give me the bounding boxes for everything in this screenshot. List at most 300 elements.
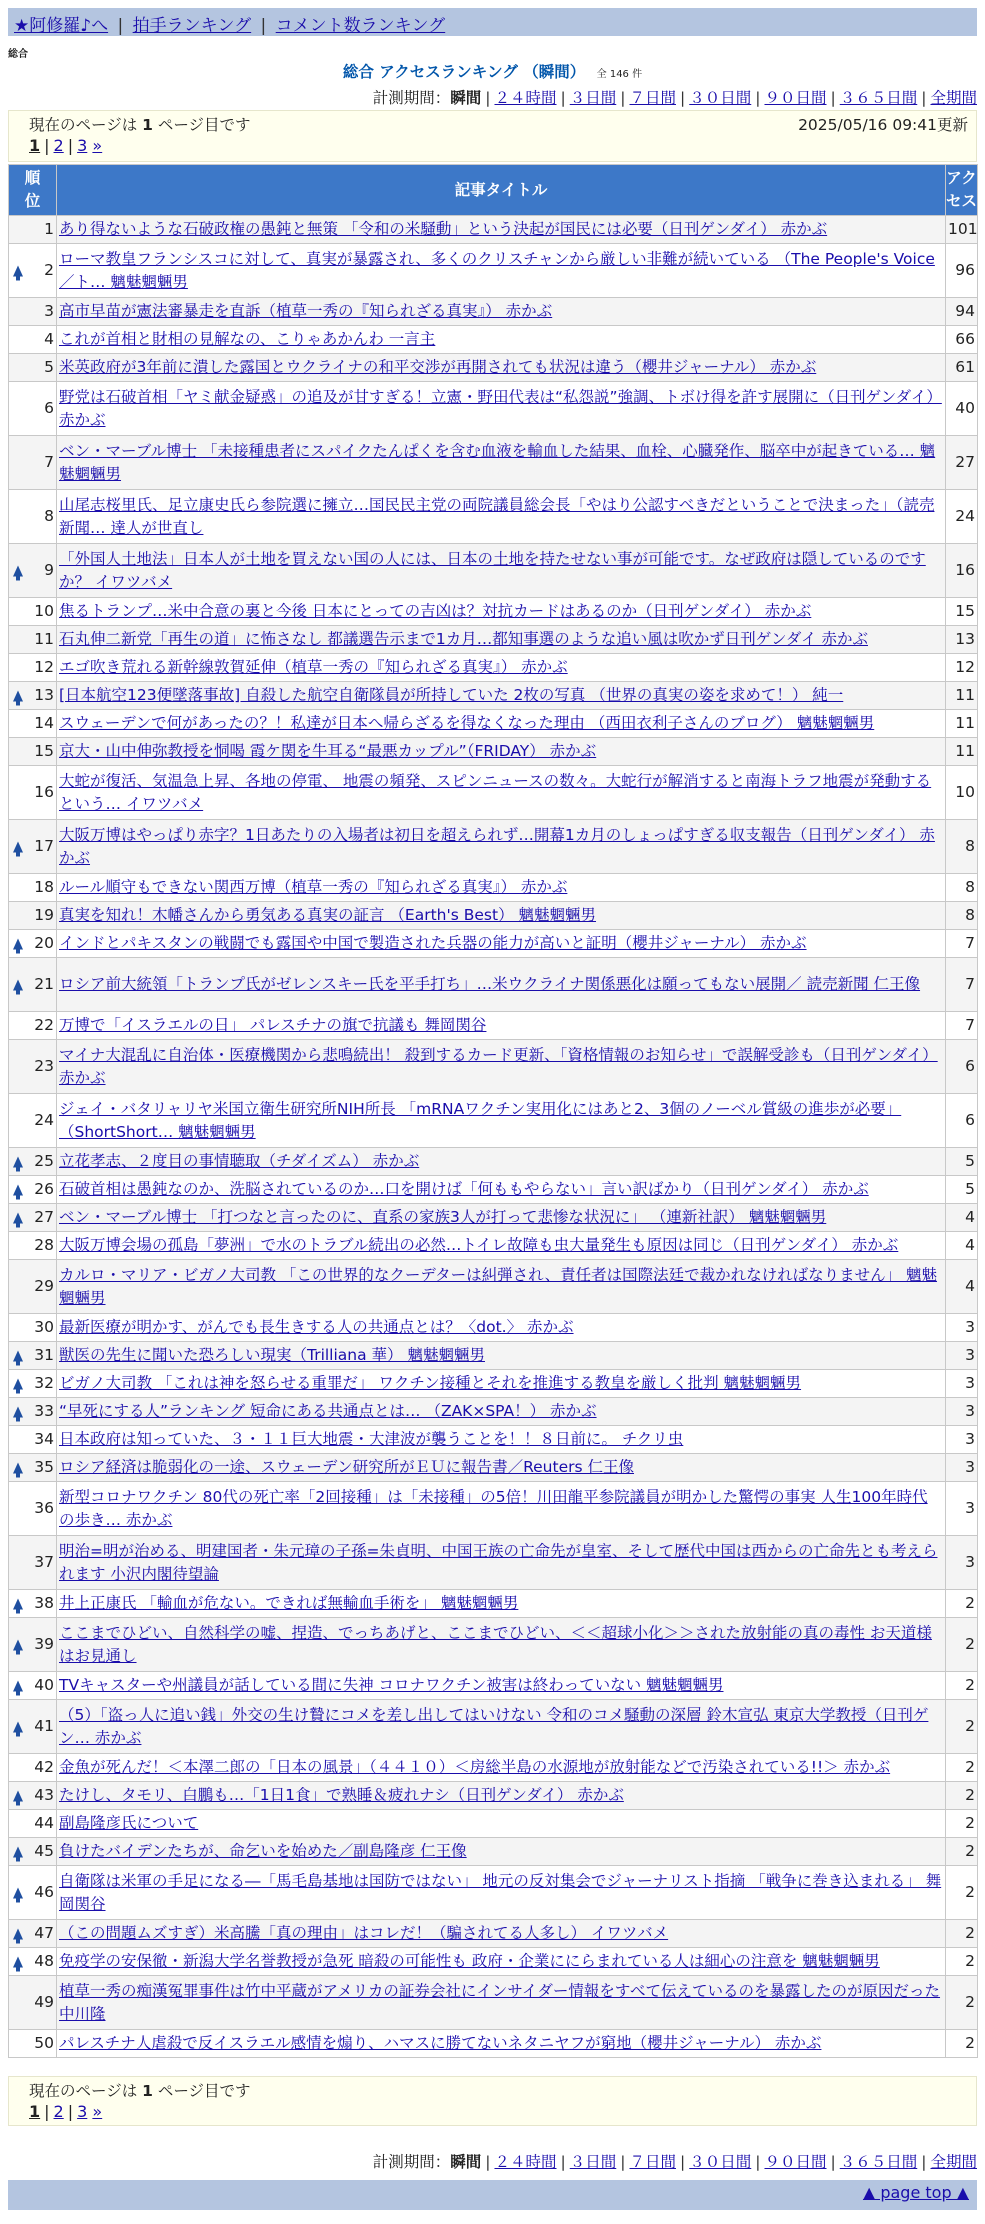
ranking-table (8, 164, 978, 2058)
title-cell (57, 1204, 946, 1232)
article-title-link[interactable]: カルロ・マリア・ビガノ大司教 「この世界的なクーデターは糾弾され、責任者は国際法廷で裁かれなければなりません」 魑魅魍魎男 (59, 1265, 938, 1307)
title-cell (57, 1012, 946, 1040)
table-row (9, 1754, 978, 1782)
rank-up-arrow-icon (13, 1928, 23, 1939)
article-title-link[interactable]: （この問題ムズすぎ）米高騰「真の理由」はコレだ！（騙されてる人多し） イワツバメ (59, 1924, 669, 1942)
title-cell (57, 930, 946, 958)
rank-up-arrow-icon (13, 1846, 23, 1857)
rank-cell (9, 1012, 57, 1040)
rank-cell (9, 244, 57, 298)
title-cell (57, 1370, 946, 1398)
title-cell (57, 1700, 946, 1754)
title-cell (57, 1948, 946, 1976)
table-row (9, 2030, 978, 2058)
rank-cell (9, 1370, 57, 1398)
period-option-link[interactable]: ７日間 (629, 2153, 676, 2171)
period-separator: | (755, 2153, 761, 2171)
rank-number: 27 (34, 1208, 54, 1226)
article-title-link[interactable]: 自衛隊は米軍の手足になる―「馬毛島基地は国防ではない」 地元の反対集会でジャーナリスト指摘 「戦争に巻き込まれる」 舞岡関谷 (59, 1871, 942, 1913)
period-option-link[interactable]: ７日間 (629, 89, 676, 107)
article-title-link[interactable]: ベン・マーブル博士 「未接種患者にスパイクたんぱくを含む血液を輸血した結果、血栓、心臓発作、脳卒中が起きている… 魑魅魍魎男 (59, 441, 936, 483)
period-option-link[interactable]: 全期間 (930, 89, 977, 107)
article-title-link[interactable]: ロシア前大統領「トランプ氏がゼレンスキー氏を平手打ち」…米ウクライナ関係悪化は願ってもない展開／ 読売新聞 仁王像 (59, 975, 921, 993)
table-row (9, 1040, 978, 1094)
access-count: 5 (946, 1176, 978, 1204)
period-separator: | (560, 89, 566, 107)
article-title-link[interactable]: 米英政府が3年前に潰した露国とウクライナの和平交渉が再開されても状況は違う（櫻井ジャーナル） 赤かぶ (59, 358, 817, 376)
access-count: 2 (946, 1672, 978, 1700)
access-count: 2 (946, 1866, 978, 1920)
rank-number: 1 (44, 220, 54, 238)
current-page-text-bottom: 現在のページは 1 ページ目です (29, 2082, 251, 2100)
title-cell (57, 1314, 946, 1342)
article-title-link[interactable]: 明治=明が治める、明建国者・朱元璋の子孫=朱貞明、中国王族の亡命先が皇室、そして歴代中国は西からの亡命先とも考えられます 小沢内閣待望論 (59, 1541, 938, 1583)
title-cell (57, 820, 946, 874)
rank-cell (9, 1700, 57, 1754)
period-selector-top (373, 86, 977, 108)
article-title-link[interactable]: ここまでひどい、自然科学の嘘、捏造、でっちあげと、ここまでひどい、＜＜超球小化＞＞された放射能の真の毒性 お天道様はお見通し (59, 1623, 932, 1665)
rank-number: 7 (44, 453, 54, 471)
article-title-link[interactable]: 「外国人土地法」日本人が土地を買えない国の人には、日本の土地を持たせない事が可能です。なぜ政府は隠しているのですか？ イワツバメ (59, 549, 926, 591)
pager-page-link[interactable]: 2 (53, 136, 64, 155)
title-cell (57, 738, 946, 766)
table-row (9, 1176, 978, 1204)
article-title-link[interactable]: TVキャスターや州議員が話している間に失神 コロナワクチン被害は終わっていない 魑魅魍魎男 (59, 1676, 724, 1694)
article-title-link[interactable]: エゴ吹き荒れる新幹線敦賀延伸（植草一秀の『知られざる真実』） 赤かぶ (59, 658, 568, 676)
rank-number: 14 (34, 714, 54, 732)
rank-up-arrow-icon (13, 1639, 23, 1650)
article-title-link[interactable]: 新型コロナワクチン 80代の死亡率「2回接種」は「未接種」の5倍！川田龍平参院議員が明かした驚愕の事実 人生100年時代の歩き… 赤かぶ (59, 1487, 928, 1529)
updated-timestamp: 2025/05/16 09:41更新 (798, 116, 968, 134)
period-separator: | (921, 2153, 927, 2171)
period-selector-bottom (373, 2150, 977, 2172)
pager-page-link[interactable]: 3 (77, 136, 88, 155)
access-count: 3 (946, 1454, 978, 1482)
table-row (9, 1342, 978, 1370)
article-title-link[interactable]: 京大・山中伸弥教授を恫喝 霞ケ関を牛耳る“最悪カップル”（FRIDAY） 赤かぶ (59, 742, 597, 760)
title-cell (57, 1260, 946, 1314)
rank-up-arrow-icon (13, 1350, 23, 1361)
article-title-link[interactable]: インドとパキスタンの戦闘でも露国や中国で製造された兵器の能力が高いと証明（櫻井ジャーナル） 赤かぶ (59, 934, 807, 952)
rank-up-arrow-icon (13, 1378, 23, 1389)
access-count: 11 (946, 710, 978, 738)
footer-bar (8, 2180, 977, 2210)
rank-number: 3 (44, 302, 54, 320)
period-option-link[interactable]: ２４時間 (494, 89, 557, 107)
title-cell (57, 544, 946, 598)
period-option-link[interactable]: ９０日間 (764, 2153, 827, 2171)
access-count: 101 (946, 216, 978, 244)
article-title-link[interactable]: 免疫学の安保徹・新潟大学名誉教授が急死 暗殺の可能性も 政府・企業ににらまれている人は細心の注意を 魑魅魍魎男 (59, 1952, 880, 1970)
article-title-link[interactable]: パレスチナ人虐殺で反イスラエル感情を煽り、ハマスに勝てないネタニヤフが窮地（櫻井ジャーナル） 赤かぶ (59, 2034, 822, 2052)
period-separator: | (485, 89, 491, 107)
rank-up-arrow-icon (13, 1887, 23, 1898)
access-count: 2 (946, 1948, 978, 1976)
table-row (9, 1370, 978, 1398)
title-cell (57, 1782, 946, 1810)
period-option-link[interactable]: 全期間 (930, 2153, 977, 2171)
rank-number: 11 (34, 630, 54, 648)
access-count: 2 (946, 1618, 978, 1672)
table-row (9, 874, 978, 902)
nav-separator: | (260, 16, 267, 36)
table-row (9, 1260, 978, 1314)
table-row (9, 958, 978, 1012)
title-cell (57, 216, 946, 244)
title-cell (57, 598, 946, 626)
page-info-top (8, 110, 977, 162)
ranking-body (9, 216, 978, 2058)
rank-cell (9, 354, 57, 382)
table-row (9, 1314, 978, 1342)
rank-cell (9, 1866, 57, 1920)
article-title-link[interactable]: ルール順守もできない関西万博（植草一秀の『知られざる真実』） 赤かぶ (59, 878, 568, 896)
rank-number: 20 (34, 934, 54, 952)
article-title-link[interactable]: 最新医療が明かす、がんでも長生きする人の共通点とは？〈dot.〉 赤かぶ (59, 1318, 574, 1336)
article-title-link[interactable]: 金魚が死んだ！＜本澤二郎の「日本の風景」（４４１０）＜房総半島の水源地が放射能などで汚染されている!!＞ 赤かぶ (59, 1758, 891, 1776)
rank-number: 29 (34, 1277, 54, 1295)
article-title-link[interactable]: あり得ないような石破政権の愚鈍と無策 「令和の米騒動」という決起が国民には必要（日刊ゲンダイ） 赤かぶ (59, 220, 828, 238)
rank-number: 39 (34, 1635, 54, 1653)
access-count: 13 (946, 626, 978, 654)
rank-up-arrow-icon (13, 841, 23, 852)
rank-up-arrow-icon (13, 565, 23, 576)
title-cell (57, 682, 946, 710)
rank-number: 25 (34, 1152, 54, 1170)
table-row (9, 626, 978, 654)
period-option-link[interactable]: ３６５日間 (839, 89, 918, 107)
period-separator: | (830, 89, 836, 107)
title-cell (57, 382, 946, 436)
article-title-link[interactable]: 井上正康氏 「輸血が危ない。できれば無輸血手術を」 魑魅魍魎男 (59, 1594, 519, 1612)
pager-separator: | (67, 136, 74, 155)
access-count: 2 (946, 1920, 978, 1948)
rank-cell (9, 626, 57, 654)
access-count: 2 (946, 1700, 978, 1754)
article-title-link[interactable]: ビガノ大司教 「これは神を怒らせる重罪だ」 ワクチン接種とそれを推進する教皇を厳しく批判 魑魅魍魎男 (59, 1374, 802, 1392)
access-count: 8 (946, 820, 978, 874)
access-count: 4 (946, 1232, 978, 1260)
rank-number: 26 (34, 1180, 54, 1198)
period-separator: | (485, 2153, 491, 2171)
rank-cell (9, 654, 57, 682)
table-row (9, 216, 978, 244)
rank-cell (9, 820, 57, 874)
article-title-link[interactable]: 獣医の先生に聞いた恐ろしい現実（Trilliana 華） 魑魅魍魎男 (59, 1346, 485, 1364)
access-count: 2 (946, 1590, 978, 1618)
table-row (9, 544, 978, 598)
rank-number: 44 (34, 1814, 54, 1832)
rank-number: 46 (34, 1883, 54, 1901)
title-cell (57, 1920, 946, 1948)
rank-number: 49 (34, 1993, 54, 2011)
pager-page-link[interactable]: 2 (53, 2102, 64, 2121)
access-count: 6 (946, 1040, 978, 1094)
period-separator: | (560, 2153, 566, 2171)
article-title-link[interactable]: 石丸伸二新党「再生の道」に怖さなし 都議選告示まで1カ月…都知事選のような追い風は吹かず日刊ゲンダイ 赤かぶ (59, 630, 868, 648)
table-row (9, 1976, 978, 2030)
pager-next-link[interactable]: » (92, 136, 103, 155)
access-count: 15 (946, 598, 978, 626)
article-title-link[interactable]: マイナ大混乱に自治体・医療機関から悲鳴続出！ 殺到するカード更新、「資格情報のお知らせ」で誤解受診も（日刊ゲンダイ） 赤かぶ (59, 1045, 938, 1087)
title-cell (57, 1754, 946, 1782)
article-title-link[interactable]: ベン・マーブル博士 「打つなと言ったのに、直系の家族3人が打って悲惨な状況に」 （連新社訳） 魑魅魍魎男 (59, 1208, 827, 1226)
pager-separator: | (67, 2102, 74, 2121)
article-title-link[interactable]: 真実を知れ！木幡さんから勇気ある真実の証言 （Earth's Best） 魑魅魍魎男 (59, 906, 597, 924)
rank-cell (9, 544, 57, 598)
table-row (9, 1482, 978, 1536)
article-title-link[interactable]: 植草一秀の痴漢冤罪事件は竹中平蔵がアメリカの証券会社にインサイダー情報をすべて伝えているのを暴露したのが原因だった 中川隆 (59, 1981, 941, 2023)
article-title-link[interactable]: 焦るトランプ…米中合意の裏と今後 日本にとっての吉凶は？対抗カードはあるのか（日刊ゲンダイ） 赤かぶ (59, 602, 812, 620)
title-cell (57, 1536, 946, 1590)
rank-cell (9, 2030, 57, 2058)
title-cell (57, 2030, 946, 2058)
period-option-link[interactable]: ３日間 (569, 2153, 617, 2171)
table-row (9, 1838, 978, 1866)
pager-next-link[interactable]: » (92, 2102, 103, 2121)
article-title-link[interactable]: これが首相と財相の見解なの、こりゃあかんわ 一言主 (59, 330, 436, 348)
table-row (9, 820, 978, 874)
title-cell (57, 1590, 946, 1618)
access-count: 96 (946, 244, 978, 298)
page-title-text: 総合 アクセスランキング （瞬間） (342, 63, 586, 81)
period-option-link[interactable]: ３０日間 (689, 89, 752, 107)
table-row (9, 1948, 978, 1976)
rank-number: 18 (34, 878, 54, 896)
rank-number: 8 (44, 507, 54, 525)
rank-up-arrow-icon (13, 1184, 23, 1195)
access-count: 8 (946, 902, 978, 930)
access-count: 61 (946, 354, 978, 382)
article-title-link[interactable]: 万博で「イスラエルの日」 パレスチナの旗で抗議も 舞岡関谷 (59, 1016, 487, 1034)
rank-cell (9, 1398, 57, 1426)
title-cell (57, 958, 946, 1012)
period-option-link[interactable]: ３日間 (569, 89, 617, 107)
article-title-link[interactable]: （5）「盗っ人に追い銭」外交の生け贄にコメを差し出してはいけない 令和のコメ騒動の深層 鈴木宣弘 東京大学教授（日刊ゲン… 赤かぶ (59, 1705, 929, 1747)
period-separator: | (680, 2153, 686, 2171)
access-count: 7 (946, 958, 978, 1012)
rank-up-arrow-icon (13, 1790, 23, 1801)
rank-cell (9, 298, 57, 326)
access-count: 3 (946, 1314, 978, 1342)
pagination-top (29, 136, 968, 155)
article-title-link[interactable]: 石破首相は愚鈍なのか、洗脳されているのか…口を開けば「何ももやらない」言い訳ばかり（日刊ゲンダイ） 赤かぶ (59, 1180, 869, 1198)
access-count: 8 (946, 874, 978, 902)
access-count: 3 (946, 1426, 978, 1454)
title-cell (57, 1398, 946, 1426)
rank-cell (9, 1976, 57, 2030)
page-top-link[interactable]: ▲ page top ▲ (862, 2183, 969, 2202)
rank-cell (9, 1782, 57, 1810)
period-option-link[interactable]: ２４時間 (494, 2153, 557, 2171)
rank-cell (9, 710, 57, 738)
title-cell (57, 436, 946, 490)
article-title-link[interactable]: 大蛇が復活、気温急上昇、各地の停電、 地震の頻発、スピンニュースの数々。大蛇行が解消すると南海トラフ地震が発動するという… イワツバメ (59, 771, 932, 813)
title-cell (57, 1454, 946, 1482)
rank-cell (9, 216, 57, 244)
pager-separator: | (44, 2102, 50, 2121)
access-count: 4 (946, 1204, 978, 1232)
rank-cell (9, 1454, 57, 1482)
rank-cell (9, 874, 57, 902)
article-title-link[interactable]: 大阪万博はやっぱり赤字？1日あたりの入場者は初日を超えられず…開幕1カ月のしょっぱすぎる収支報告（日刊ゲンダイ） 赤かぶ (59, 825, 935, 867)
article-title-link[interactable]: スウェーデンで何があったの？！私達が日本へ帰らざるを得なくなった理由 （西田衣利子さんのブログ） 魑魅魍魎男 (59, 714, 875, 732)
table-row (9, 1618, 978, 1672)
article-title-link[interactable]: 山尾志桜里氏、足立康史氏ら参院選に擁立…国民民主党の両院議員総会長「やはり公認すべきだということで決まった」（読売新聞… 達人が世直し (59, 495, 935, 537)
access-count: 2 (946, 1754, 978, 1782)
rank-number: 15 (34, 742, 54, 760)
title-cell (57, 326, 946, 354)
rank-number: 5 (44, 358, 54, 376)
table-row (9, 1148, 978, 1176)
rank-cell (9, 1148, 57, 1176)
article-title-link[interactable]: 立花孝志、２度目の事情聴取（チダイズム） 赤かぶ (59, 1152, 420, 1170)
table-row (9, 326, 978, 354)
article-title-link[interactable]: 日本政府は知っていた、３・１１巨大地震・大津波が襲うことを！！８日前に。 チクリ虫 (59, 1430, 684, 1448)
rank-cell (9, 1590, 57, 1618)
header-access: アク セス (946, 165, 978, 216)
rank-up-arrow-icon (13, 979, 23, 990)
access-count: 3 (946, 1482, 978, 1536)
title-cell (57, 766, 946, 820)
rank-cell (9, 1176, 57, 1204)
table-row (9, 1700, 978, 1754)
rank-up-arrow-icon (13, 1680, 23, 1691)
rank-cell (9, 1618, 57, 1672)
applause-ranking-link[interactable]: 拍手ランキング (132, 16, 252, 36)
article-title-link[interactable]: [日本航空123便墜落事故] 自殺した航空自衛隊員が所持していた 2枚の写真 （世界の真実の姿を求めて！） 純一 (59, 686, 844, 704)
access-count: 94 (946, 298, 978, 326)
table-row (9, 710, 978, 738)
rank-cell (9, 1838, 57, 1866)
rank-number: 28 (34, 1236, 54, 1254)
rank-number: 48 (34, 1952, 54, 1970)
period-option-link[interactable]: ３０日間 (689, 2153, 752, 2171)
rank-number: 34 (34, 1430, 54, 1448)
access-count: 2 (946, 1810, 978, 1838)
rank-number: 43 (34, 1786, 54, 1804)
rank-cell (9, 598, 57, 626)
rank-cell (9, 1426, 57, 1454)
header-rank: 順 位 (9, 165, 57, 216)
total-count: 全 146 件 (596, 69, 643, 80)
rank-number: 35 (34, 1458, 54, 1476)
rank-cell (9, 766, 57, 820)
title-cell (57, 1838, 946, 1866)
title-cell (57, 626, 946, 654)
period-option-link[interactable]: ３６５日間 (839, 2153, 918, 2171)
table-row (9, 1204, 978, 1232)
rank-number: 10 (34, 602, 54, 620)
period-label: 計測期間： (372, 2153, 451, 2171)
rank-number: 12 (34, 658, 54, 676)
rank-number: 21 (34, 975, 54, 993)
period-option-link[interactable]: ９０日間 (764, 89, 827, 107)
comment-ranking-link[interactable]: コメント数ランキング (275, 16, 446, 36)
access-count: 3 (946, 1536, 978, 1590)
rank-up-arrow-icon (13, 938, 23, 949)
rank-cell (9, 1232, 57, 1260)
table-row (9, 1012, 978, 1040)
title-cell (57, 298, 946, 326)
rank-number: 24 (34, 1111, 54, 1129)
title-cell (57, 654, 946, 682)
page-title (0, 60, 985, 82)
title-cell (57, 1094, 946, 1148)
access-count: 2 (946, 1838, 978, 1866)
article-title-link[interactable]: 高市早苗が憲法審暴走を直訴（植草一秀の『知られざる真実』） 赤かぶ (59, 302, 553, 320)
access-count: 40 (946, 382, 978, 436)
rank-number: 45 (34, 1842, 54, 1860)
article-title-link[interactable]: 負けたバイデンたちが、命乞いを始めた／副島隆彦 仁王像 (59, 1842, 467, 1860)
table-row (9, 738, 978, 766)
rank-cell (9, 902, 57, 930)
rank-number: 47 (34, 1924, 54, 1942)
rank-up-arrow-icon (13, 1406, 23, 1417)
article-title-link[interactable]: ロシア経済は脆弱化の一途、スウェーデン研究所がＥＵに報告書／Reuters 仁王像 (59, 1458, 634, 1476)
period-current: 瞬間 (450, 2153, 482, 2171)
rank-number: 19 (34, 906, 54, 924)
pager-current-page: 1 (29, 136, 41, 155)
access-count: 5 (946, 1148, 978, 1176)
article-title-link[interactable]: 副島隆彦氏について (59, 1814, 199, 1832)
rank-number: 32 (34, 1374, 54, 1392)
title-cell (57, 1176, 946, 1204)
title-cell (57, 1482, 946, 1536)
article-title-link[interactable]: たけし、タモリ、白鵬も…「1日1食」で熟睡＆疲れナシ（日刊ゲンダイ） 赤かぶ (59, 1786, 624, 1804)
title-cell (57, 490, 946, 544)
rank-up-arrow-icon (13, 1598, 23, 1609)
category-label: 総合 (8, 49, 28, 60)
title-cell (57, 1866, 946, 1920)
table-row (9, 1866, 978, 1920)
article-title-link[interactable]: 野党は石破首相「ヤミ献金疑惑」の追及が甘すぎる！立憲・野田代表は“私怨説”強調、トボけ得を許す展開に（日刊ゲンダイ） 赤かぶ (59, 387, 942, 429)
title-cell (57, 1810, 946, 1838)
article-title-link[interactable]: ジェイ・バタリャリヤ米国立衛生研究所NIH所長 「mRNAワクチン実用化にはあと2、3個のノーベル賞級の進歩が必要」（ShortShort… 魑魅魍魎男 (59, 1099, 902, 1141)
article-title-link[interactable]: 大阪万博会場の孤島「夢洲」で水のトラブル続出の必然…トイレ故障も虫大量発生も原因は同じ（日刊ゲンダイ） 赤かぶ (59, 1236, 899, 1254)
rank-number: 33 (34, 1402, 54, 1420)
rank-up-arrow-icon (13, 1156, 23, 1167)
page-info-bottom (8, 2076, 977, 2126)
access-count: 27 (946, 436, 978, 490)
title-cell (57, 1976, 946, 2030)
access-count: 4 (946, 1260, 978, 1314)
title-cell (57, 874, 946, 902)
rank-number: 22 (34, 1016, 54, 1034)
rank-cell (9, 930, 57, 958)
rank-cell (9, 1094, 57, 1148)
rank-number: 50 (34, 2034, 54, 2052)
table-row (9, 436, 978, 490)
access-count: 3 (946, 1342, 978, 1370)
rank-cell (9, 1314, 57, 1342)
period-label: 計測期間： (372, 89, 451, 107)
rank-cell (9, 738, 57, 766)
article-title-link[interactable]: “早死にする人”ランキング 短命にある共通点とは… （ZAK×SPA！） 赤かぶ (59, 1402, 597, 1420)
rank-cell (9, 1482, 57, 1536)
pagination-bottom (29, 2102, 968, 2121)
table-row (9, 244, 978, 298)
rank-number: 36 (34, 1499, 54, 1517)
rank-cell (9, 1040, 57, 1094)
rank-up-arrow-icon (13, 1956, 23, 1967)
pager-page-link[interactable]: 3 (77, 2102, 88, 2121)
home-link[interactable]: ★阿修羅♪へ (14, 16, 109, 36)
table-row (9, 1398, 978, 1426)
title-cell (57, 244, 946, 298)
article-title-link[interactable]: ローマ教皇フランシスコに対して、真実が暴露され、多くのクリスチャンから厳しい非難が続いている （The People's Voice／ト… 魑魅魍魎男 (59, 249, 935, 291)
access-count: 16 (946, 544, 978, 598)
